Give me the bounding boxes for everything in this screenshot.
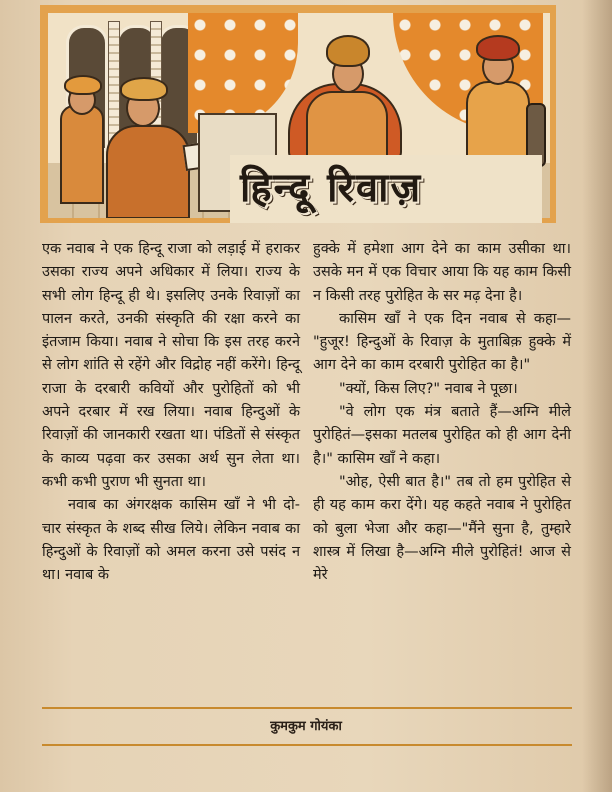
paragraph bbox=[313, 378, 571, 401]
nawab-turban bbox=[326, 35, 370, 67]
turban bbox=[64, 75, 102, 95]
paragraph-text: हुक्के में हमेशा आग देने का काम उसीका था। उसके मन में एक विचार आया कि यह काम किसी न किसी तरह पुरोहित के सर मढ़ देना है। bbox=[313, 241, 571, 304]
paragraph-text: "वे लोग एक मंत्र बताते हैं—अग्नि मीले पुरोहितं—इसका मतलब पुरोहित को ही आग देनी है।" कासिम खाँ ने कहा। bbox=[313, 404, 571, 467]
paragraph bbox=[313, 238, 571, 308]
divider-top bbox=[42, 707, 572, 709]
divider-bottom bbox=[42, 744, 572, 746]
story-title-text: हिन्दू रिवाज़ bbox=[240, 165, 423, 211]
paragraph bbox=[313, 471, 571, 587]
text-column-right bbox=[313, 238, 571, 587]
attendant-turban bbox=[476, 35, 520, 61]
paragraph bbox=[313, 308, 571, 378]
page-fold-shadow bbox=[582, 0, 612, 792]
paragraph bbox=[313, 401, 571, 471]
text-column-left bbox=[42, 238, 300, 587]
paragraph-text: एक नवाब ने एक हिन्दू राजा को लड़ाई में हराकर उसका राज्य अपने अधिकार में लिया। राज्य के सभी लोग हिन्दू ही थे। इसलिए उनके रिवाज़ों का पालन करते, उनकी संस्कृति की रक्षा करने का इंतजाम किया। नवाब ने सोचा कि इस तरह करने से लोग शांति से रहेंगे और विद्रोह नहीं करेंगे। हिन्दू राजा के दरबारी कवियों और पुरोहितों को भी अपने दरबार में रख लिया। नवाब हिन्दुओं के रिवाज़ों की जानकारी रखता था। पंडितों से संस्कृत के काव्य पढ़वा कर उसका अर्थ सुन लेता था। कभी कभी पुराण भी सुनता था। bbox=[42, 241, 300, 490]
paragraph-text: नवाब का अंगरक्षक कासिम खाँ ने भी दो-चार संस्कृत के शब्द सीख लिये। लेकिन नवाब का हिन्दुओं के रिवाज़ों को अमल करना उसे पसंद न था। नवाब के bbox=[42, 497, 300, 584]
standing-figure bbox=[60, 105, 104, 204]
paragraph bbox=[42, 494, 300, 587]
paragraph-text: कासिम खाँ ने एक दिन नवाब से कहा— "हुजूर! हिन्दुओं के रिवाज़ के मुताबिक़ हुक्के में आग देने का काम दरबारी पुरोहित का है।" bbox=[313, 310, 571, 374]
seated-poet bbox=[106, 125, 190, 218]
poet-turban bbox=[120, 77, 168, 101]
paragraph bbox=[42, 238, 300, 494]
paragraph-text: "ओह, ऐसी बात है।" तब तो हम पुरोहित से ही यह काम करा देंगे। यह कहते नवाब ने पुरोहित को बुला भेजा और कहा—"मैंने सुना है, तुम्हारे शास्त्र में लिखा है—अग्नि मीले पुरोहितं! आज से मेरे bbox=[313, 473, 571, 584]
nawab-figure bbox=[306, 91, 388, 163]
paragraph-text: "क्यों, किस लिए?" नवाब ने पूछा। bbox=[339, 380, 518, 397]
story-title bbox=[240, 158, 540, 220]
author-name: कुमकुम गोयंका bbox=[270, 719, 342, 734]
